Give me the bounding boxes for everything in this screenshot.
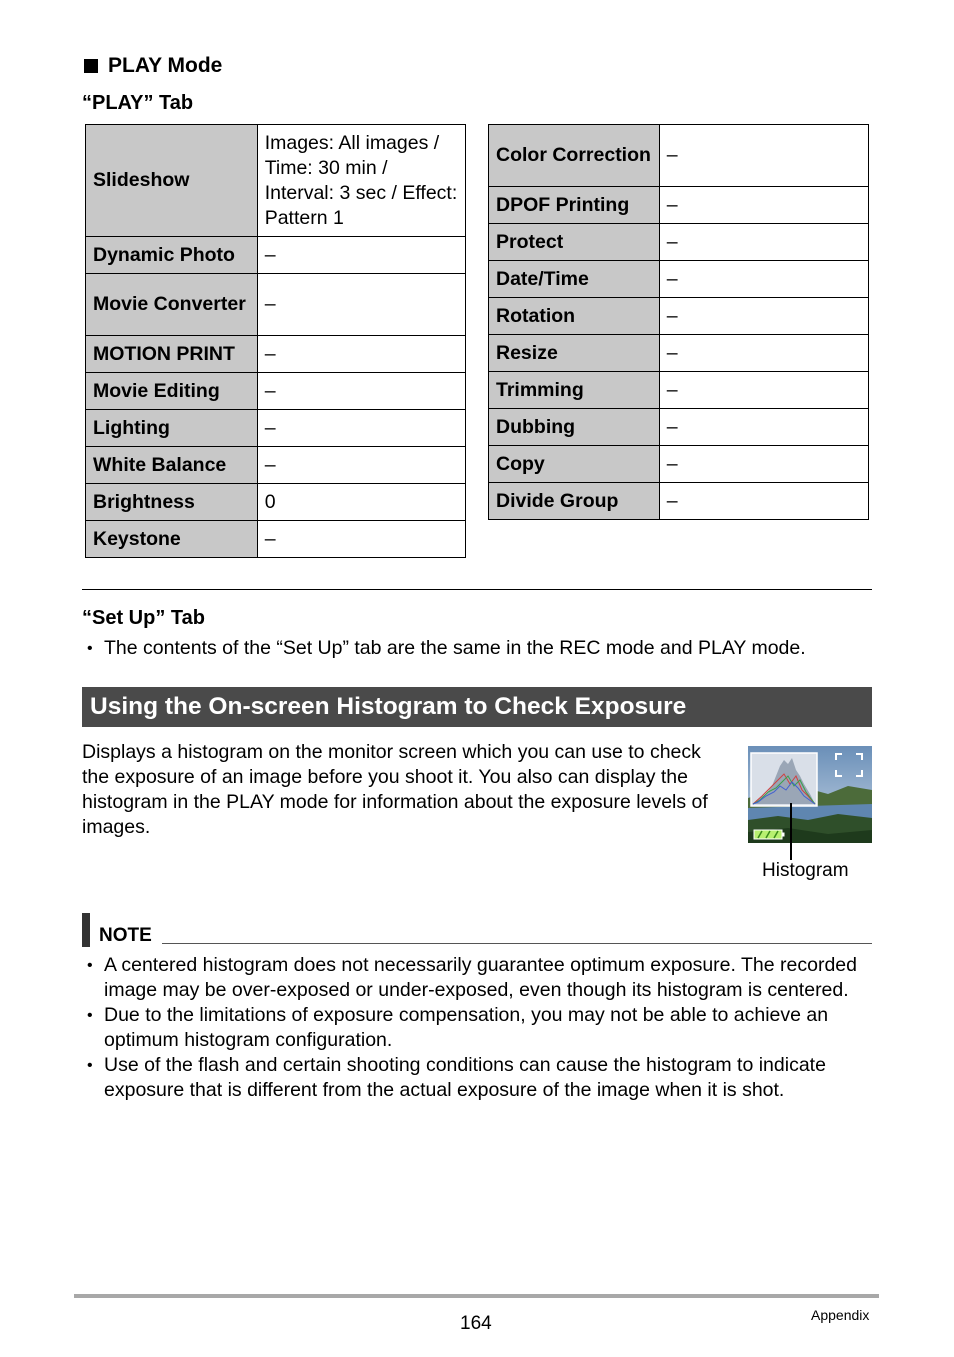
table-row [489, 446, 869, 483]
table-row [489, 224, 869, 261]
setting-value: – [659, 483, 868, 520]
caption-leader-line [790, 803, 792, 860]
setting-value: – [659, 372, 868, 409]
setting-value: – [257, 237, 465, 274]
setting-value: – [659, 187, 868, 224]
setting-label: Movie Editing [86, 373, 258, 410]
list-item: • The contents of the “Set Up” tab are the same in the REC mode and PLAY mode. [82, 636, 882, 661]
setting-label: Keystone [86, 521, 258, 558]
histogram-caption: Histogram [762, 860, 849, 881]
section-heading [84, 54, 222, 78]
table-row [489, 335, 869, 372]
table-row [489, 298, 869, 335]
setting-value: 0 [257, 484, 465, 521]
table-row [86, 521, 466, 558]
setting-label: Trimming [489, 372, 660, 409]
setting-value: – [659, 298, 868, 335]
table-row [489, 125, 869, 187]
play-settings-table-right [488, 124, 869, 520]
table-row [86, 410, 466, 447]
monitor-screen-image [748, 746, 872, 843]
setting-value: – [659, 224, 868, 261]
table-row [489, 372, 869, 409]
page-number: 164 [460, 1313, 492, 1334]
setting-label: Movie Converter [86, 274, 258, 336]
table-row [86, 484, 466, 521]
table-row [489, 409, 869, 446]
setting-value: – [659, 409, 868, 446]
note-list [82, 953, 872, 1103]
table-row [86, 336, 466, 373]
setting-value: – [659, 261, 868, 298]
square-bullet-icon [84, 59, 98, 73]
list-item: • A centered histogram does not necessarily guarantee optimum exposure. The recorded image may be over-exposed or under-exposed, even though its histogram is centered. [82, 953, 872, 1003]
footer-section-name: Appendix [811, 1307, 870, 1323]
setting-label: Dynamic Photo [86, 237, 258, 274]
table-row [86, 125, 466, 237]
table-row [489, 483, 869, 520]
setting-label: Rotation [489, 298, 660, 335]
setting-label: Protect [489, 224, 660, 261]
setting-value: – [659, 446, 868, 483]
setting-label: Brightness [86, 484, 258, 521]
setting-label: Divide Group [489, 483, 660, 520]
table-row [86, 373, 466, 410]
setup-bullet-list [82, 636, 882, 661]
section-title: PLAY Mode [108, 54, 223, 77]
setting-label: Lighting [86, 410, 258, 447]
play-settings-table-left [85, 124, 466, 558]
setting-value: – [257, 336, 465, 373]
footer-rule [74, 1294, 879, 1298]
histogram-description: Displays a histogram on the monitor screen which you can use to check the exposure of an image before you shoot it. You also can display the histogram in the PLAY mode for information about the exposure levels of images. [82, 741, 708, 838]
setting-value: – [257, 410, 465, 447]
setting-value: – [659, 125, 868, 187]
setting-label: Slideshow [86, 125, 258, 237]
table-row [489, 187, 869, 224]
setting-label: MOTION PRINT [86, 336, 258, 373]
histogram-section-title: Using the On-screen Histogram to Check Exposure [82, 687, 872, 727]
setup-tab-heading: “Set Up” Tab [82, 607, 205, 629]
table-row [86, 274, 466, 336]
setting-value: – [257, 521, 465, 558]
note-marker-bar [82, 913, 90, 947]
landscape-illustration [748, 746, 872, 843]
list-item: • Use of the flash and certain shooting conditions can cause the histogram to indicate exposure that is different from the actual exposure of the image when it is shot. [82, 1053, 872, 1103]
setting-value: – [257, 274, 465, 336]
table-row [86, 447, 466, 484]
setting-value: – [257, 373, 465, 410]
setting-label: White Balance [86, 447, 258, 484]
table-row [489, 261, 869, 298]
setting-label: Color Correction [489, 125, 660, 187]
battery-icon [754, 830, 785, 839]
setting-value: – [659, 335, 868, 372]
play-tab-heading: “PLAY” Tab [82, 92, 194, 114]
setting-label: Date/Time [489, 261, 660, 298]
section-divider [82, 589, 872, 590]
note-rule [162, 943, 872, 944]
setting-value: Images: All images / Time: 30 min / Interval: 3 sec / Effect: Pattern 1 [257, 125, 465, 237]
setting-value: – [257, 447, 465, 484]
note-label: NOTE [99, 925, 152, 946]
setting-label: Dubbing [489, 409, 660, 446]
table-row [86, 237, 466, 274]
setting-label: Resize [489, 335, 660, 372]
list-item: • Due to the limitations of exposure compensation, you may not be able to achieve an optimum histogram configuration. [82, 1003, 872, 1053]
setting-label: Copy [489, 446, 660, 483]
setting-label: DPOF Printing [489, 187, 660, 224]
